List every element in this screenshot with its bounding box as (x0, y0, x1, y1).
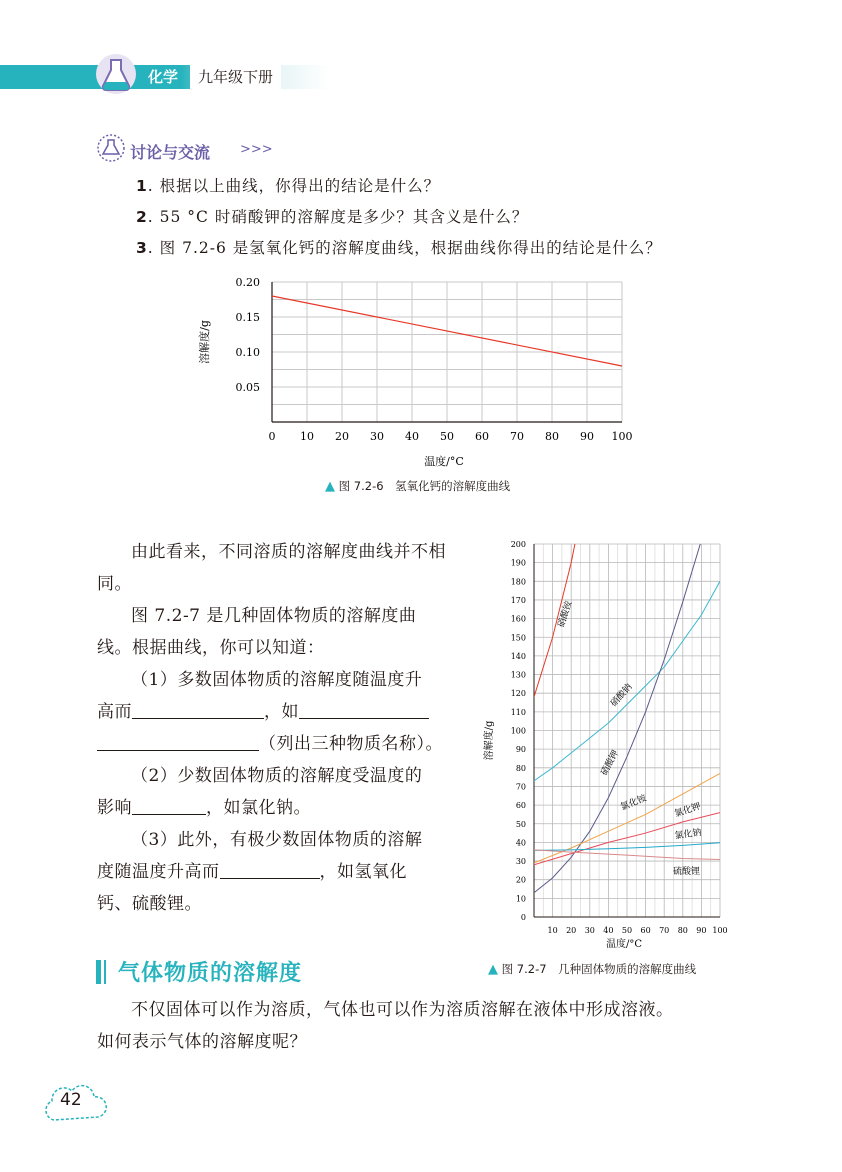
y-tick-label: 40 (515, 838, 526, 848)
item-3 (97, 824, 457, 920)
y-tick-label: 130 (510, 670, 526, 680)
y-tick-label: 90 (515, 745, 526, 755)
item-2-text-b: 影响 (97, 798, 132, 818)
question-2-number: 2 (136, 208, 148, 226)
x-tick-label: 50 (621, 926, 633, 935)
item-3-line1: （3）此外，有极少数固体物质的溶解 (131, 830, 423, 850)
x-axis-label: 温度/°C (424, 455, 464, 468)
section-marker (96, 960, 101, 984)
calcium-hydroxide-solubility-chart (190, 270, 650, 470)
item-1-line1: （1）多数固体物质的溶解度随温度升 (131, 670, 423, 690)
section-title: 气体物质的溶解度 (118, 960, 303, 986)
item-1-text-b: 高而 (97, 702, 132, 722)
discussion-icon (96, 133, 126, 163)
paragraph-2 (97, 600, 457, 664)
question-3-text: . 图 7.2-6 是氢氧化钙的溶解度曲线，根据曲线你得出的结论是什么？ (147, 239, 662, 257)
question-1 (136, 174, 440, 196)
section-marker-thin (104, 960, 106, 984)
discussion-arrows: >>> (240, 142, 273, 157)
y-tick-label: 0 (520, 913, 526, 922)
y-tick-label: 160 (510, 614, 526, 624)
item-3-line2 (97, 856, 457, 888)
x-tick-label: 20 (335, 430, 349, 443)
y-tick-label: 20 (515, 875, 526, 885)
y-tick-label: 0.10 (235, 346, 260, 359)
y-tick-label: 50 (515, 819, 526, 829)
section-paragraph (97, 994, 757, 1058)
item-1-text-d: （列出三种物质名称）。 (259, 734, 443, 754)
x-tick-label: 80 (545, 430, 559, 443)
fill-blank-2[interactable] (299, 698, 429, 719)
x-tick-label: 70 (659, 926, 670, 935)
solid-solubility-chart (478, 532, 738, 952)
y-axis-label: 溶解度/g (198, 320, 211, 364)
item-3-line3: 钙、硫酸锂。 (97, 894, 202, 914)
question-3-number: 3 (136, 239, 148, 257)
section-paragraph-line1: 不仅固体可以作为溶质，气体也可以作为溶质溶解在液体中形成溶液。 (131, 1000, 674, 1020)
item-2 (97, 760, 457, 824)
section-paragraph-line2: 如何表示气体的溶解度呢？ (97, 1032, 307, 1052)
x-tick-label: 100 (611, 430, 633, 443)
y-tick-label: 150 (510, 633, 526, 643)
paragraph-1-text: 由此看来，不同溶质的溶解度曲线并不相同。 (97, 542, 446, 594)
item-1 (97, 664, 457, 760)
item-1-text-c: ，如 (264, 702, 299, 722)
x-axis-label: 温度/°C (605, 939, 643, 950)
y-tick-label: 0.05 (235, 381, 260, 394)
item-3-text-b: 度随温度升高而 (97, 862, 220, 882)
item-3-text-c: ，如氢氧化 (319, 862, 407, 882)
series-label: 硝酸钾 (599, 748, 622, 778)
y-tick-label: 200 (510, 540, 526, 549)
y-tick-label: 100 (510, 726, 526, 736)
x-tick-label: 40 (405, 430, 419, 443)
figure2-caption (488, 961, 696, 977)
y-tick-label: 10 (515, 894, 526, 904)
x-tick-label: 80 (677, 926, 688, 935)
fill-blank-5[interactable] (220, 858, 320, 879)
x-tick-label: 30 (370, 430, 384, 443)
figure2-caption-text: 图 7.2-7 几种固体物质的溶解度曲线 (501, 962, 697, 976)
x-tick-label: 100 (712, 926, 728, 935)
discussion-title: 讨论与交流 (130, 143, 211, 162)
y-tick-label: 30 (515, 857, 526, 867)
x-tick-label: 90 (580, 430, 594, 443)
question-3 (136, 236, 662, 258)
item-2-line2 (97, 792, 457, 824)
question-1-number: 1 (136, 177, 148, 195)
series-label: 氯化钠 (674, 827, 703, 842)
question-2-text: . 55 °C 时硝酸钾的溶解度是多少？其含义是什么？ (147, 208, 529, 226)
series-label: 硝酸钠 (609, 682, 635, 709)
header-subject: 化学 (148, 68, 179, 86)
y-tick-label: 110 (510, 707, 526, 717)
figure1-caption-text: 图 7.2-6 氢氧化钙的溶解度曲线 (338, 479, 511, 493)
fill-blank-4[interactable] (132, 794, 206, 815)
y-tick-label: 180 (510, 577, 526, 587)
item-2-text-c: ，如氯化钠。 (206, 798, 311, 818)
y-tick-label: 70 (515, 782, 526, 792)
y-tick-label: 0.15 (235, 311, 260, 324)
series-label: 硫酸锂 (673, 867, 701, 878)
y-tick-label: 0.20 (235, 276, 260, 289)
caption-arrow-icon: ▲ (325, 479, 335, 494)
y-tick-label: 120 (510, 689, 526, 699)
paragraph-1 (97, 536, 447, 600)
x-tick-label: 30 (584, 926, 595, 935)
x-tick-label: 40 (603, 926, 614, 935)
series-label: 氯化钾 (673, 801, 703, 820)
page-number: 42 (60, 1090, 82, 1110)
x-tick-label: 10 (300, 430, 314, 443)
x-tick-label: 60 (640, 926, 651, 935)
y-tick-label: 190 (510, 558, 526, 568)
fill-blank-1[interactable] (132, 698, 264, 719)
y-tick-label: 80 (515, 763, 526, 773)
header-grade: 九年级下册 (190, 65, 281, 89)
flask-logo-icon (94, 52, 138, 96)
series-label: 硝酸铵 (556, 599, 575, 629)
x-tick-label: 50 (440, 430, 454, 443)
y-tick-label: 170 (510, 595, 526, 605)
x-tick-label: 10 (547, 926, 558, 935)
caption-arrow-icon: ▲ (488, 962, 498, 977)
x-tick-label: 70 (510, 430, 524, 443)
y-tick-label: 60 (515, 801, 526, 811)
x-tick-label: 20 (566, 926, 577, 935)
y-axis-label: 溶解度/g (484, 720, 495, 761)
x-tick-label: 60 (475, 430, 489, 443)
x-tick-label: 90 (696, 926, 707, 935)
x-tick-label: 0 (268, 430, 276, 443)
question-2 (136, 205, 528, 227)
question-1-text: . 根据以上曲线，你得出的结论是什么？ (147, 177, 441, 195)
paragraph-2-line2: 线。根据曲线，你可以知道： (97, 638, 325, 658)
figure1-caption (325, 478, 510, 494)
paragraph-2-line1: 图 7.2-7 是几种固体物质的溶解度曲 (131, 606, 417, 626)
fill-blank-3[interactable] (97, 730, 259, 751)
y-tick-label: 140 (510, 651, 526, 661)
item-1-line3 (97, 728, 457, 760)
series-label: 氯化铵 (619, 793, 649, 813)
item-1-line2 (97, 696, 457, 728)
item-2-line1: （2）少数固体物质的溶解度受温度的 (131, 766, 423, 786)
